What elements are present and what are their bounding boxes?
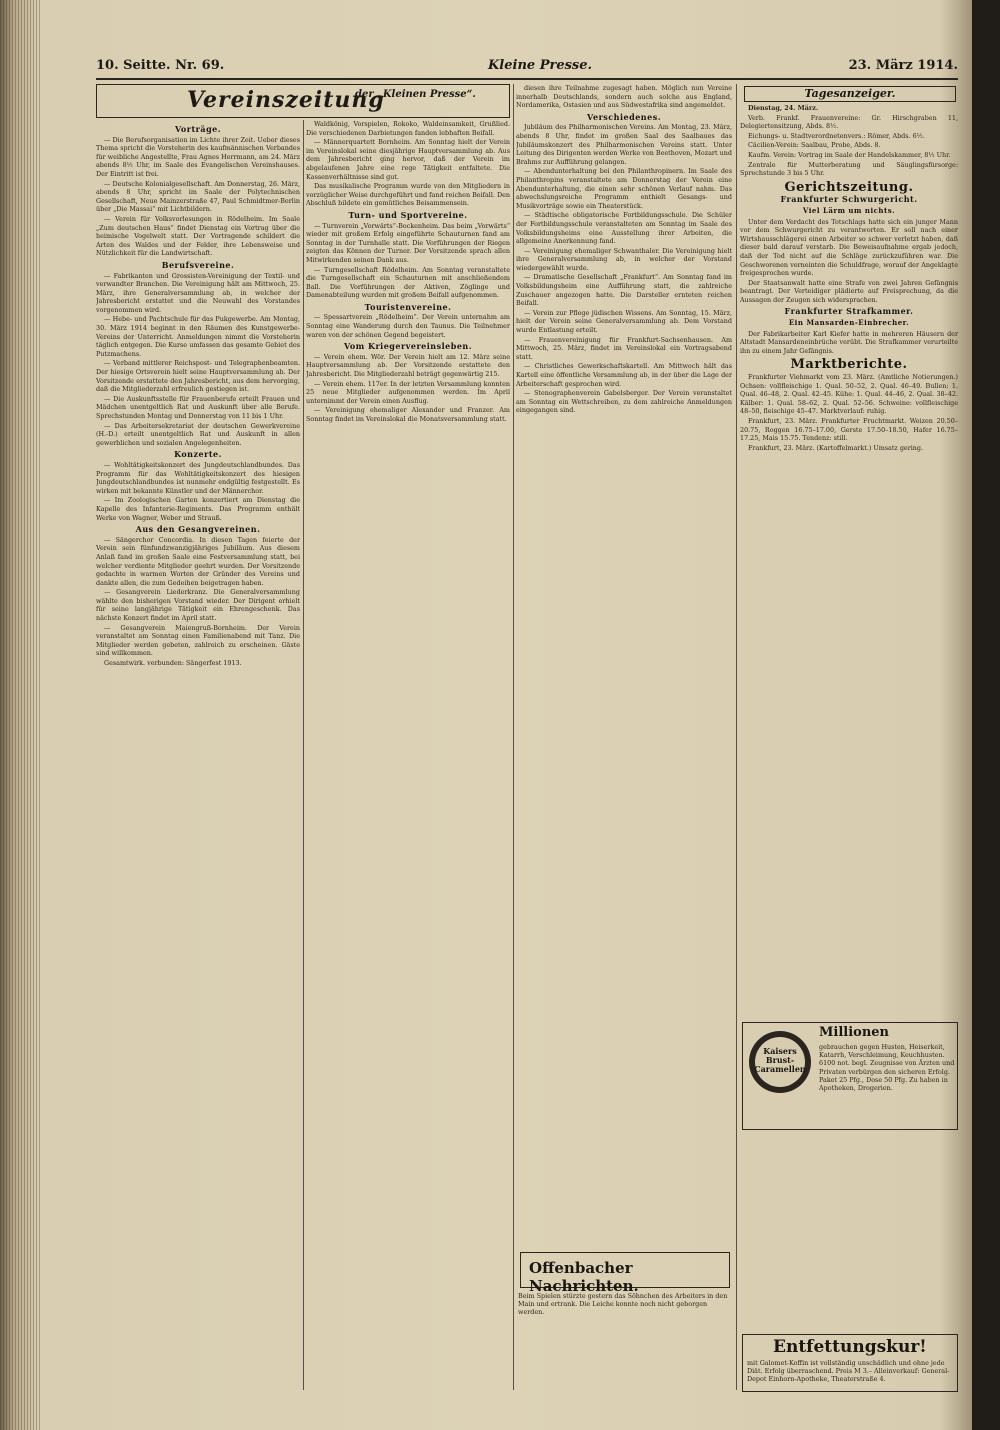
entfettung-advertisement — [742, 1334, 958, 1392]
column-divider — [736, 84, 737, 1390]
date-line: Dienstag, 24. März. — [748, 104, 819, 112]
column-1 — [96, 122, 300, 1390]
tagesanzeiger-box: Tagesanzeiger. — [744, 86, 956, 102]
section-title: Vereinszeitung — [187, 87, 385, 113]
listing: Eichungs- u. Stadtverordnetenvers.: Römer, Abds. 6½. — [748, 131, 925, 140]
header-rule — [96, 78, 958, 80]
offenbach-article: Beim Spielen stürzte gestern das Söhnchen des Arbeiters in den Main und ertrank. Die Leiche konnte noch nicht geborgen werden. — [518, 1292, 728, 1317]
column-divider — [513, 84, 514, 1390]
article: — Das Arbeitersekretariat der deutschen Gewerkvereine (H.-D.) erteilt unentgeltlich Rat und Auskunft in allen gewerblichen und sozialen Angelegenheiten. — [96, 421, 300, 447]
newspaper-name: Kleine Presse. — [488, 58, 593, 73]
issue-date: 23. März 1914. — [848, 58, 958, 73]
adjacent-page-edge — [972, 0, 1000, 1430]
article: — Turngesellschaft Rödelheim. Am Sonntag veranstaltete die Turngesellschaft ein Schauturnen mit anschließendem Ball. Die Vorführungen der Aktiven, Zöglinge und Damenabteilung wurden mit großem Beifall aufgenommen. — [306, 265, 510, 300]
column-divider — [303, 120, 304, 1390]
heading-berufsvereine: Berufsvereine. — [161, 259, 235, 270]
article: — Deutsche Kolonialgesellschaft. Am Donnerstag, 26. März, abends 8 Uhr, spricht im Saale der Polytechnischen Gesellschaft, Neue Mainzerstraße 47, Paul Schmidtmer-Berlin über „Die Massai“ mit Lichtbildern. — [96, 179, 300, 214]
article: — Die Berufsorganisation im Lichte ihrer Zeit. Ueber dieses Thema spricht die Vorsteherin des kaufmännischen Verbandes für weibliche Angestellte, Frau Agnes Herrmann, am 24. März abends 8½ Uhr, im Saale des Evangelischen Vereinshauses. Der Eintritt ist frei. — [96, 135, 300, 178]
article: — Vereinigung ehemaliger Alexander und Franzer. Am Sonntag findet im Vereinslokal die Monatsversammlung statt. — [306, 406, 510, 423]
heading-vortraege: Vorträge. — [174, 124, 222, 134]
column-3 — [516, 84, 732, 1244]
article: — Spessartverein „Rödelheim“. Der Verein unternahm am Sonntag eine Wanderung durch den Taunus. Die Teilnehmer waren von der schönen Gegend begeistert. — [306, 313, 510, 339]
article: — Gesangverein Liederkranz. Die Generalversammlung wählte den bisherigen Vorstand wieder. Der Dirigent erhielt für seine langjährige Tätigkeit ein Ehrengeschenk. Das nächste Konzert findet im April statt. — [96, 588, 300, 623]
kaisers-advertisement — [742, 1022, 958, 1130]
page-number: 10. Seitte. Nr. 69. — [96, 58, 225, 73]
heading-turnvereine: Turn- und Sportvereine. — [348, 209, 468, 220]
entfettung-headline: Entfettungskur! — [773, 1337, 927, 1357]
heading-verschiedenes: Verschiedenes. — [587, 111, 661, 122]
markt-title: Marktberichte. — [790, 357, 908, 373]
article: Frankfurt, 23. März. (Kartoffelmarkt.) Umsatz gering. — [748, 443, 924, 452]
article: — Verein für Volksvorlesungen in Rödelheim. Im Saale „Zum deutschen Haus“ findet Dienstag ein Vortrag über die heimische Vogelwelt statt. Der Vortragende schildert die Arten des Waldes und der Felder, ihre Lebensweise und Nützlichkeit für die Landwirtschaft. — [96, 214, 300, 258]
kaisers-text: gebrauchen gegen Husten, Heiserkeit, Katarrh, Verschleimung, Keuchhusten. 6100 not. begl. Zeugnisse von Ärzten und Privaten verbürgen den sicheren Erfolg. Paket 25 Pfg., Dose 50 Pfg. Zu haben in Apotheken, Drogerien. — [819, 1043, 955, 1093]
schwurgericht-subheading: Viel Lärm um nichts. — [802, 205, 896, 215]
article: — Männerquartett Bornheim. Am Sonntag hielt der Verein im Vereinslokal seine diesjährige Hauptversammlung ab. Aus dem Jahresbericht ging hervor, daß der Verein im abgelaufenen Jahre eine rege Tätigkeit entfaltete. Die Kassenverhältnisse sind gut. — [306, 138, 510, 181]
heading-kriegervereine: Vom Kriegervereinsleben. — [343, 341, 473, 352]
heading-gesangvereine: Aus den Gesangvereinen. — [135, 524, 261, 535]
article: Frankfurter Viehmarkt vom 23. März. (Amtliche Notierungen.) Ochsen: vollfleischige 1. Qual. 50–52, 2. Qual. 46–49. Bullen: 1. Qual. 46–48, 2. Qual. 42–45. Kühe: 1. Qual. 44–46, 2. Qual. 38–42. Kälber: 1. Qual. 58–62, 2. Qual. 52–56. Schweine: vollfleischige 48–50, fleischige 45–47. Marktverlauf: ruhig. — [740, 373, 958, 416]
article: — Verein zur Pflege jüdischen Wissens. Am Sonntag, 15. März, hielt der Verein seine Generalversammlung ab. Dem Vorstand wurde Entlastung erteilt. — [516, 308, 732, 335]
offenbach-title: Offenbacher Nachrichten. — [529, 1259, 639, 1295]
entfettung-text: mit Galomet-Koffin ist vollständig unschädlich und ohne jede Diät. Erfolg überraschend. Preis M 3.– Alleinverkauf: General-Depot Einhorn-Apotheke, Theaterstraße 4. — [747, 1359, 950, 1384]
article: — Städtische obligatorische Fortbildungsschule. Die Schüler der Fortbildungsschule veranstalteten am Sonntag im Saale des Volksbildungsheims eine Ausstellung ihrer Arbeiten, die allgemeine Anerkennung fand. — [516, 211, 732, 246]
article: Jubiläum des Philharmonischen Vereins. Am Montag, 23. März, abends 8 Uhr, findet im großen Saal des Saalbaues das Jubiläumskonzert des Philharmonischen Vereins statt. Unter Leitung des Dirigenten werden Werke von Beethoven, Mozart und Brahms zur Aufführung gelangen. — [516, 123, 732, 166]
listing: Cäcilien-Verein: Saalbau, Probe, Abds. 8. — [748, 141, 881, 150]
article: — Verein ehem. Wör. Der Verein hielt am 12. März seine Hauptversammlung ab. Der Vorsitzende erstattete den Jahresbericht. Die Mitgliederzahl beträgt gegenwärtig 215. — [306, 352, 510, 379]
article: — Frauenvereinigung für Frankfurt-Sachsenhausen. Am Mittwoch, 25. März, findet im Vereinslokal ein Vortragsabend statt. — [516, 335, 732, 361]
article: Frankfurt, 23. März. Frankfurter Fruchtmarkt. Weizen 20.50–20.75, Roggen 16.75–17.00, Gerste 17.50–18.50, Hafer 16.75–17.25, Mais 15.75. Tendenz: still. — [740, 417, 958, 443]
article: Der Fabrikarbeiter Karl Kiefer hatte in mehreren Häusern der Altstadt Mansardeneinbrüche verübt. Die Strafkammer verurteilte ihn zu einem Jahr Gefängnis. — [740, 329, 958, 355]
section-subtitle: der „Kleinen Presse“. — [355, 89, 476, 100]
article: Das musikalische Programm wurde von den Mitgliedern in vorzüglicher Weise durchgeführt und fand reichen Beifall. Den Abschluß bildete ein gemütliches Beisammensein. — [306, 182, 510, 208]
strafkammer-heading: Frankfurter Strafkammer. — [784, 306, 914, 317]
article: — Verein ehem. 117er. In der letzten Versammlung konnten 25 neue Mitglieder aufgenommen werden. Im April unternimmt der Verein einen Ausflug. — [306, 379, 510, 405]
listing: Verb. Frankf. Frauenvereine: Gr. Hirschgraben 11, Delegiertensitzung, Abds. 8½. — [740, 113, 958, 131]
article: — Abendunterhaltung bei den Philanthropinern. Im Saale des Philanthropins veranstaltete am Donnerstag der Verein eine Abendunterhaltung, die einen sehr schönen Verlauf nahm. Das abwechslungsreiche Programm enthielt Gesangs- und Musikvorträge sowie ein Theaterstück. — [516, 167, 732, 210]
binding-edge — [0, 0, 40, 1430]
article: — Fabrikanten und Grossisten-Vereinigung der Textil- und verwandter Branchen. Die Vereinigung hält am Mittwoch, 25. März, ihre Generalversammlung ab, in welcher der Jahresbericht erstattet und die Neuwahl des Vorstandes vorgenommen wird. — [96, 271, 300, 314]
article: — Verband mittlerer Reichspost- und Telegraphenbeamten. Der hiesige Ortsverein hielt seine Hauptversammlung ab. Der Vorsitzende erstattete den Jahresbericht, aus dem hervorging, daß die Mitgliederzahl erfreulich gestiegen ist. — [96, 359, 300, 394]
article: — Im Zoologischen Garten konzertiert am Dienstag die Kapelle des Infanterie-Regiments. Das Programm enthält Werke von Wagner, Weber und Strauß. — [96, 496, 300, 522]
heading-konzerte: Konzerte. — [174, 449, 222, 460]
article: Unter dem Verdacht des Totschlags hatte sich ein junger Mann vor dem Schwurgericht zu verantworten. Er soll nach einer Wirtshausschlägerei einen Arbeiter so schwer verletzt haben, daß dieser bald darauf verstarb. Die Beweisaufnahme ergab jedoch, daß der Tod nicht auf die Schläge zurückzuführen war. Die Geschworenen verneinten die Schuldfrage, worauf der Angeklagte freigesprochen wurde. — [740, 217, 958, 278]
article: — Dramatische Gesellschaft „Frankfurt“. Am Sonntag fand im Volksbildungsheim eine Aufführung statt, die zahlreiche Zuschauer angezogen hatte. Die Darsteller ernteten reichen Beifall. — [516, 273, 732, 308]
article: — Die Auskunftsstelle für Frauenberufe erteilt Frauen und Mädchen unentgeltlich Rat und Auskunft über alle Berufe. Sprechstunden Montag und Donnerstag von 11 bis 1 Uhr. — [96, 394, 300, 420]
column-2 — [306, 120, 510, 1390]
article: — Wohltätigkeitskonzert des Jungdeutschlandbundes. Das Programm für das Wohltätigkeitskonzert des hiesigen Jungdeutschlandbundes ist nunmehr endgültig festgestellt. Es wirken mit bekannte Künstler und der Männerchor. — [96, 460, 300, 495]
article: diesen ihre Teilnahme zugesagt haben. Möglich nun Vereine innerhalb Deutschlands, sondern auch solche aus England, Nordamerika, Ostasien und aus Südwestafrika sind angemeldet. — [516, 84, 732, 110]
article: — Vereinigung ehemaliger Schwanthaler. Die Vereinigung hielt ihre Generalversammlung ab, in welcher der Vorstand wiedergewählt wurde. — [516, 246, 732, 272]
article: Der Staatsanwalt hatte eine Strafe von zwei Jahren Gefängnis beantragt. Der Verteidiger plädierte auf Freisprechung, da die Aussagen der Zeugen sich widersprachen. — [740, 278, 958, 304]
column-4 — [740, 104, 958, 964]
kaisers-logo: Kaisers Brust-Caramellen — [754, 1046, 806, 1074]
listing: Zentrale für Mutterberatung und Säuglingsfürsorge: Sprechstunde 3 bis 5 Uhr. — [740, 160, 958, 178]
gericht-title: Gerichtszeitung. — [784, 179, 914, 195]
article: — Sängerchor Concordia. In diesen Tagen feierte der Verein sein fünfundzwanzigjähriges Jubiläum. Aus diesem Anlaß fand im großen Saale eine Festversammlung statt, bei welcher verdiente Mitglieder geehrt wurden. Der Vorsitzende gedachte in warmen Worten der Gründer des Vereins und dankte allen, die zum Gedeihen beigetragen haben. — [96, 535, 300, 587]
kaisers-headline: Millionen — [819, 1025, 889, 1040]
article: — Christliches Gewerkschaftskartell. Am Mittwoch hält das Kartell eine öffentliche Versammlung ab, in der über die Lage der Arbeiterschaft gesprochen wird. — [516, 362, 732, 388]
listing: Kaufm. Verein: Vortrag im Saale der Handelskammer, 8½ Uhr. — [748, 150, 951, 159]
offenbach-heading-box — [520, 1252, 730, 1295]
article: Waldkönig, Vorspielen, Rokoko, Waldeinsamkeit, Grußlied. Die verschiedenen Darbietungen fanden lebhaften Beifall. — [306, 120, 510, 137]
schwurgericht-heading: Frankfurter Schwurgericht. — [780, 194, 918, 205]
article: — Turnverein „Vorwärts“-Bockenheim. Das beim „Vorwärts“ wieder mit großem Erfolg eingeführte Schauturnen fand am Sonntag in der Turnhalle statt. Die Vorführungen der Riegen zeigten das Können der Turner. Der Vorsitzende sprach allen Mitwirkenden seinen Dank aus. — [306, 221, 510, 264]
page-header — [96, 58, 958, 78]
article: — Gesangverein Maiengruß-Bornheim. Der Verein veranstaltet am Sonntag einen Familienabend mit Tanz. Die Mitglieder werden gebeten, zahlreich zu erscheinen. Gäste sind willkommen. — [96, 623, 300, 658]
article: — Stenographenverein Gabelsberger. Der Verein veranstaltet am Sonntag ein Wettschreiben, zu dem zahlreiche Anmeldungen eingegangen sind. — [516, 389, 732, 415]
column-footer: Gesamtwirk. verbunden: Sängerfest 1913. — [104, 659, 242, 668]
strafkammer-subheading: Ein Mansarden-Einbrecher. — [788, 318, 910, 328]
section-masthead — [96, 84, 510, 118]
article: — Hebe- und Pachtschule für das Pukgewerbe. Am Montag, 30. März 1914 beginnt in den Räumen des Kunstgewerbe-Vereins der Unterricht. Anmeldungen nimmt die Vorsteherin täglich entgegen. Die Kurse umfassen das gesamte Gebiet des Putzmachens. — [96, 315, 300, 358]
heading-touristenvereine: Touristenvereine. — [364, 301, 452, 312]
